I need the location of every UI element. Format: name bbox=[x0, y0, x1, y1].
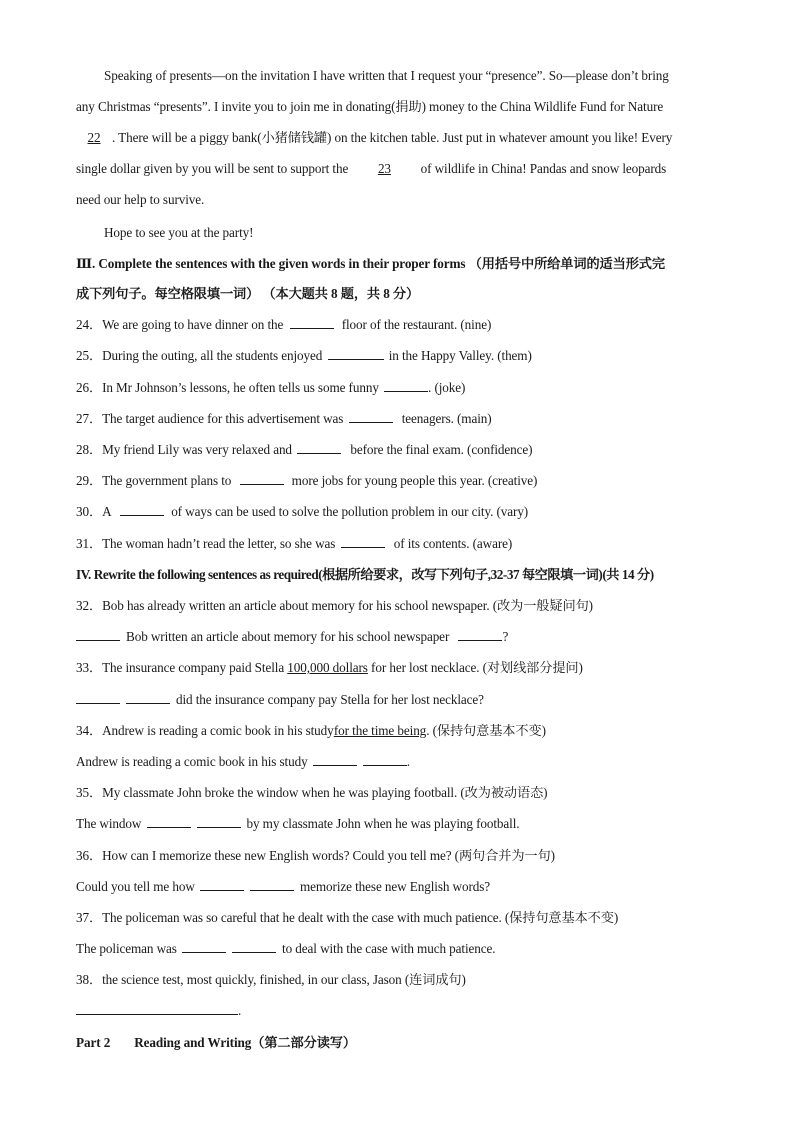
answer-blank[interactable] bbox=[126, 691, 170, 704]
question-text-post: before the final exam. (confidence) bbox=[350, 442, 533, 457]
answer-blank[interactable] bbox=[120, 503, 164, 516]
question-number: 34． bbox=[76, 723, 103, 738]
question-32 bbox=[76, 597, 593, 615]
question-number: 31． bbox=[76, 536, 103, 551]
answer-blank[interactable] bbox=[147, 815, 191, 828]
answer-blank[interactable] bbox=[458, 628, 502, 641]
answer-blank[interactable] bbox=[290, 316, 334, 329]
answer-36 bbox=[76, 878, 490, 896]
passage-line-4-post: of wildlife in China! Pandas and snow leopards bbox=[420, 161, 667, 176]
question-number: 35． bbox=[76, 785, 103, 800]
question-text-post: . (joke) bbox=[428, 380, 466, 395]
underlined-phrase: 100,000 dollars bbox=[287, 660, 368, 675]
answer-text-post: memorize these new English words? bbox=[299, 879, 491, 894]
answer-38-line[interactable] bbox=[76, 1014, 238, 1015]
question-number: 25． bbox=[76, 348, 103, 363]
question-text: Andrew is reading a comic book in his study bbox=[102, 723, 334, 738]
blank-23[interactable]: 23 bbox=[377, 161, 391, 176]
passage-line-1: Speaking of presents—on the invitation I have written that I request your “presence”. So—please don’t bring bbox=[104, 68, 669, 83]
passage-line-4-pre: single dollar given by you will be sent to support the bbox=[76, 161, 349, 176]
answer-text-end: . bbox=[406, 754, 410, 769]
section-3-heading-line-1: Ⅲ. Complete the sentences with the given words in their proper forms （用括号中所给单词的适当形式完 bbox=[76, 256, 665, 271]
answer-34 bbox=[76, 753, 410, 771]
question-text: the science test, most quickly, finished, in our class, Jason (连词成句) bbox=[102, 972, 466, 987]
question-36 bbox=[76, 847, 555, 865]
question-text-post: . (保持句意基本不变) bbox=[426, 723, 546, 738]
answer-blank[interactable] bbox=[76, 691, 120, 704]
question-text: A bbox=[102, 504, 111, 519]
question-38 bbox=[76, 971, 466, 989]
question-28 bbox=[76, 441, 532, 459]
question-number: 32． bbox=[76, 598, 103, 613]
question-37 bbox=[76, 909, 618, 927]
part-2-heading bbox=[76, 1034, 356, 1052]
question-text: The policeman was so careful that he dealt with the case with much patience. (保持句意基本不变) bbox=[102, 910, 619, 925]
question-text: The insurance company paid Stella bbox=[102, 660, 285, 675]
question-text: How can I memorize these new English words? Could you tell me? (两句合并为一句) bbox=[102, 848, 555, 863]
answer-blank[interactable] bbox=[240, 472, 284, 485]
answer-blank[interactable] bbox=[197, 815, 241, 828]
section-3-heading-line-2: 成下列句子。每空格限填一词） （本大题共 8 题，共 8 分） bbox=[76, 286, 420, 301]
question-text-post: in the Happy Valley. (them) bbox=[388, 348, 532, 363]
answer-35 bbox=[76, 815, 519, 833]
question-text: Bob has already written an article about memory for his school newspaper. (改为一般疑问句) bbox=[102, 598, 593, 613]
question-text-post: of its contents. (aware) bbox=[393, 536, 513, 551]
question-text: The target audience for this advertisement was bbox=[102, 411, 344, 426]
answer-text-end: ? bbox=[502, 629, 509, 644]
question-number: 33． bbox=[76, 660, 103, 675]
question-text: The government plans to bbox=[102, 473, 232, 488]
answer-38-period: . bbox=[238, 1003, 242, 1018]
question-31 bbox=[76, 535, 512, 553]
question-29 bbox=[76, 472, 537, 490]
answer-blank[interactable] bbox=[76, 628, 120, 641]
answer-text: Andrew is reading a comic book in his study bbox=[76, 754, 308, 769]
question-number: 29． bbox=[76, 473, 103, 488]
passage-line-3-text: . There will be a piggy bank(小猪储钱罐) on the kitchen table. Just put in whatever amount you like! Every bbox=[112, 130, 673, 145]
question-number: 26． bbox=[76, 380, 103, 395]
question-text: The woman hadn’t read the letter, so she was bbox=[102, 536, 336, 551]
answer-blank[interactable] bbox=[328, 347, 384, 360]
passage-line-3 bbox=[76, 129, 672, 147]
answer-blank[interactable] bbox=[349, 410, 393, 423]
passage-line-5: need our help to survive. bbox=[76, 192, 205, 207]
question-27 bbox=[76, 410, 492, 428]
question-number: 24． bbox=[76, 317, 103, 332]
question-text: My friend Lily was very relaxed and bbox=[102, 442, 292, 457]
answer-37 bbox=[76, 940, 495, 958]
part-2-title: Reading and Writing（第二部分读写） bbox=[134, 1035, 356, 1050]
question-number: 36． bbox=[76, 848, 103, 863]
question-34 bbox=[76, 722, 546, 740]
answer-33 bbox=[76, 691, 484, 709]
question-24 bbox=[76, 316, 491, 334]
passage-line-2: any Christmas “presents”. I invite you to join me in donating(捐助) money to the China Wildlife Fund for Nature bbox=[76, 99, 664, 114]
question-text-post: of ways can be used to solve the pollution problem in our city. (vary) bbox=[171, 504, 529, 519]
question-35 bbox=[76, 784, 547, 802]
answer-text: Bob written an article about memory for his school newspaper bbox=[126, 629, 450, 644]
answer-blank[interactable] bbox=[200, 878, 244, 891]
passage-closing: Hope to see you at the party! bbox=[104, 225, 254, 240]
question-33 bbox=[76, 659, 583, 677]
answer-text: The window bbox=[76, 816, 142, 831]
question-26 bbox=[76, 379, 465, 397]
question-number: 30． bbox=[76, 504, 103, 519]
answer-blank[interactable] bbox=[341, 535, 385, 548]
blank-22[interactable]: 22 bbox=[87, 130, 101, 145]
question-text: In Mr Johnson’s lessons, he often tells us some funny bbox=[102, 380, 379, 395]
answer-blank[interactable] bbox=[313, 753, 357, 766]
question-30 bbox=[76, 503, 528, 521]
question-text: We are going to have dinner on the bbox=[102, 317, 284, 332]
question-text-post: teenagers. (main) bbox=[401, 411, 492, 426]
question-number: 38． bbox=[76, 972, 103, 987]
question-25 bbox=[76, 347, 532, 365]
answer-blank[interactable] bbox=[384, 379, 428, 392]
question-text-post: more jobs for young people this year. (creative) bbox=[291, 473, 538, 488]
answer-blank[interactable] bbox=[232, 940, 276, 953]
answer-blank[interactable] bbox=[182, 940, 226, 953]
underlined-phrase: for the time being bbox=[333, 723, 427, 738]
part-2-label: Part 2 bbox=[76, 1035, 111, 1050]
answer-blank[interactable] bbox=[297, 441, 341, 454]
answer-text: did the insurance company pay Stella for her lost necklace? bbox=[176, 692, 484, 707]
answer-text-post: to deal with the case with much patience. bbox=[282, 941, 496, 956]
answer-text: The policeman was bbox=[76, 941, 177, 956]
answer-32 bbox=[76, 628, 508, 646]
question-text: My classmate John broke the window when he was playing football. (改为被动语态) bbox=[102, 785, 548, 800]
section-4-heading: IV. Rewrite the following sentences as required(根据所给要求，改写下列句子,32-37 每空限填一词)(共 14 分) bbox=[76, 567, 654, 582]
question-number: 28． bbox=[76, 442, 103, 457]
question-text-post: for her lost necklace. (对划线部分提问) bbox=[371, 660, 583, 675]
question-number: 27． bbox=[76, 411, 103, 426]
answer-text: Could you tell me how bbox=[76, 879, 195, 894]
passage-line-4 bbox=[76, 160, 666, 178]
answer-text-post: by my classmate John when he was playing football. bbox=[246, 816, 520, 831]
question-text: During the outing, all the students enjoyed bbox=[102, 348, 323, 363]
answer-blank[interactable] bbox=[250, 878, 294, 891]
question-text-post: floor of the restaurant. (nine) bbox=[341, 317, 492, 332]
answer-blank[interactable] bbox=[363, 753, 407, 766]
question-number: 37． bbox=[76, 910, 103, 925]
